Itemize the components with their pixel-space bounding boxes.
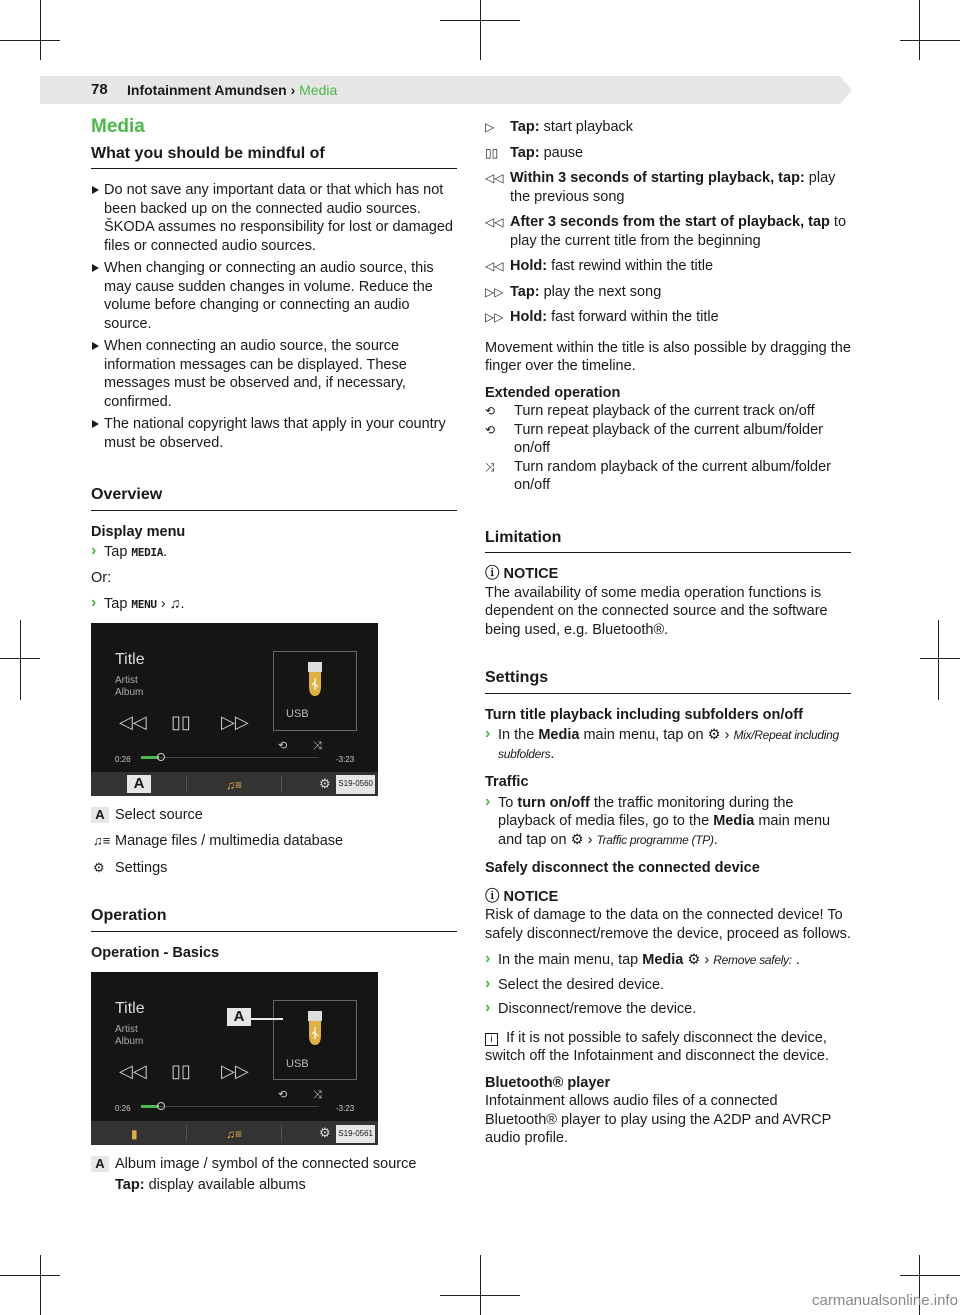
limitation-notice — [485, 565, 851, 639]
op-item — [485, 213, 851, 250]
media-screen-1 — [91, 623, 378, 796]
screen-artist: Artist — [115, 674, 138, 686]
gear-icon: ⚙ — [319, 1125, 331, 1140]
op-label: Tap: — [510, 283, 540, 300]
rewind-icon: ◁◁ — [485, 259, 504, 273]
op-text: pause — [543, 144, 584, 161]
op-item — [485, 283, 851, 302]
usb-small-icon: ▮ — [131, 1127, 138, 1141]
disconnect-heading: Safely disconnect the connected device — [485, 860, 760, 876]
notice-text: Risk of damage to the data on the connected device! To safely disconnect/remove the device, proceed as follows. — [485, 907, 851, 942]
media-label: Media — [538, 727, 580, 743]
disconnect-step-1: › In the main menu, tap Media ⚙ › Remove safely: . — [485, 951, 851, 970]
pause-icon: ▯▯ — [485, 145, 499, 160]
mindful-list — [91, 181, 457, 452]
music-list-icon: ♫≡ — [226, 777, 243, 792]
media-label: Media — [713, 813, 755, 829]
step-tap-menu: › Tap MENU › ♫. — [91, 595, 457, 615]
menu-path: Mix/Repeat including subfolders — [498, 728, 839, 761]
arrow-icon: › — [160, 596, 166, 612]
screen-title: Title — [115, 1000, 145, 1017]
menu-button-label: MENU — [131, 598, 157, 611]
step-text: main menu, tap on — [583, 727, 704, 743]
disconnect-step-3: › Disconnect/remove the device. — [485, 1000, 851, 1019]
step-bold: turn on/off — [517, 794, 590, 811]
shuffle-icon: ⤨ — [313, 1089, 322, 1101]
figure-code: S19-0561 — [336, 1125, 375, 1144]
settings-heading: Settings — [485, 669, 851, 694]
disconnect-notice — [485, 888, 851, 944]
info-icon: i — [485, 1033, 498, 1046]
op-item — [485, 144, 851, 163]
mindful-heading: What you should be mindful of — [91, 145, 457, 170]
notice-icon: ⓘ — [485, 566, 500, 582]
shuffle-icon: ⤨ — [313, 739, 322, 752]
gear-icon: ⚙ — [687, 952, 701, 968]
shuffle-icon: ⤨ — [485, 459, 495, 474]
screen-bottom-bar — [91, 1121, 378, 1145]
tap-label: Tap — [104, 544, 128, 560]
ext-text: Turn random playback of the current album/folder on/off — [514, 458, 832, 493]
op-label: Hold: — [510, 258, 548, 274]
list-item: When connecting an audio source, the source information messages can be displayed. These messages must be observed and, if necessary, confirmed. — [91, 337, 457, 411]
info-note — [485, 1029, 851, 1066]
movement-text: Movement within the title is also possible by dragging the finger over the timeline. — [485, 339, 851, 374]
tap-label: Tap — [104, 596, 128, 612]
menu-path: Traffic programme (TP) — [596, 832, 714, 847]
screen-artist: Artist — [115, 1024, 138, 1035]
screen-title: Title — [115, 650, 145, 668]
bt-text: Infotainment allows audio files of a connected Bluetooth® player to play using the A2DP and AVRCP audio profile. — [485, 1093, 832, 1146]
extended-heading: Extended operation — [485, 384, 621, 401]
op-label: Tap: — [510, 144, 540, 161]
display-menu-label: Display menu — [91, 523, 186, 540]
op-label: Tap: — [510, 119, 540, 135]
repeat-track-icon: ⟲ — [485, 404, 496, 418]
section-title: Media — [91, 116, 145, 137]
traffic-heading: Traffic — [485, 774, 529, 790]
page-number: 78 — [91, 81, 108, 98]
op-label: After 3 seconds from the start of playback, tap — [510, 214, 830, 230]
usb-label: USB — [286, 708, 309, 720]
ext-item — [485, 421, 851, 458]
op-text: fast rewind within the title — [551, 258, 714, 274]
subfolders-heading: Turn title playback including subfolders on/off — [485, 706, 803, 723]
op-item — [485, 257, 851, 276]
previous-icon: ◁◁ — [485, 171, 504, 185]
op-text: to play the current title from the beginning — [510, 214, 847, 249]
forward-icon: ▷▷ — [485, 310, 504, 324]
legend-manage-files — [91, 832, 457, 851]
usb-icon — [274, 652, 356, 712]
left-column — [91, 118, 457, 1194]
legend-text: Settings — [115, 859, 168, 876]
gear-icon: ⚙ — [93, 859, 105, 875]
timeline — [141, 1106, 319, 1107]
pause-icon: ▯▯ — [171, 711, 191, 732]
step-tap-media: › Tap MEDIA. — [91, 543, 457, 563]
op-label: Hold: — [510, 309, 548, 325]
watermark: carmanualsonline.info — [812, 1292, 958, 1309]
tap-label: Tap: — [115, 1176, 145, 1193]
step-text: To — [498, 794, 514, 811]
op-text: play the previous song — [510, 170, 836, 205]
traffic-step: › To turn on/off the traffic monitoring during the playback of media files, go to the Media main menu and tap on ⚙ › Traffic programme (TP). — [485, 794, 851, 850]
info-text: If it is not possible to safely disconnect the device, switch off the Infotainment and disconnect the device. — [485, 1029, 829, 1064]
op-text: start playback — [543, 119, 634, 135]
legend-album-image — [91, 1155, 457, 1174]
step-text: the traffic monitoring during the playback of media files, go to the — [498, 794, 794, 829]
notice-text: The availability of some media operation functions is dependent on the connected source and the software being used, e.g. Bluetooth®. — [485, 584, 828, 638]
callout-a: A — [127, 775, 151, 793]
gear-icon: ⚙ — [319, 775, 331, 791]
or-label: Or: — [91, 569, 112, 586]
breadcrumb-current: Media — [299, 82, 338, 98]
operation-heading: Operation — [91, 907, 457, 932]
overview-heading: Overview — [91, 486, 457, 511]
step-text: In the main menu, tap — [498, 952, 639, 968]
media-button-label: MEDIA — [131, 546, 164, 559]
ext-item — [485, 402, 851, 421]
next-icon: ▷▷ — [485, 284, 504, 299]
op-item — [485, 118, 851, 137]
play-icon: ▷ — [485, 120, 495, 134]
time-start: 0:26 — [115, 1104, 131, 1113]
screen-album: Album — [115, 686, 144, 698]
legend-select-source — [91, 806, 457, 825]
op-text: fast forward within the title — [551, 309, 719, 325]
figure-code: S19-0560 — [336, 775, 375, 794]
usb-source-tile — [273, 1000, 357, 1080]
op-text: play the next song — [543, 283, 662, 300]
music-list-icon: ♫≡ — [93, 833, 111, 848]
breadcrumb — [127, 82, 337, 98]
header-arrow — [840, 76, 852, 104]
timeline — [141, 757, 319, 758]
rewind-icon: ◁◁ — [119, 1061, 147, 1081]
step-text: main menu and tap on — [498, 813, 831, 848]
repeat-icon: ⟲ — [278, 739, 288, 752]
right-column — [485, 118, 851, 1148]
gear-icon: ⚙ — [570, 831, 584, 848]
op-item — [485, 308, 851, 327]
media-label: Media — [642, 952, 684, 968]
legend-text: Select source — [115, 806, 203, 823]
op-label: Within 3 seconds of starting playback, tap: — [510, 170, 805, 186]
time-end: -3:23 — [336, 1104, 355, 1113]
list-item: Do not save any important data or that which has not been backed up on the connected audio sources. ŠKODA assumes no responsibility for lost or damaged files or connected audio sources. — [91, 181, 457, 255]
step-text: In the — [498, 727, 535, 743]
repeat-album-icon: ⟲ — [485, 422, 496, 437]
legend-text: Manage files / multimedia database — [115, 833, 344, 849]
menu-path: Remove safely: — [713, 953, 792, 967]
legend-key: A — [91, 807, 109, 823]
rewind-icon: ◁◁ — [119, 711, 147, 732]
subfolders-step: › In the Media main menu, tap on ⚙ › Mix/Repeat including subfolders. — [485, 726, 851, 763]
timeline-handle — [157, 1102, 165, 1110]
breadcrumb-path: Infotainment Amundsen — [127, 82, 287, 98]
operation-basics-label: Operation - Basics — [91, 944, 220, 961]
time-start: 0:26 — [115, 754, 131, 764]
tap-text: display available albums — [148, 1176, 306, 1193]
list-item: The national copyright laws that apply in your country must be observed. — [91, 415, 457, 452]
notice-icon: ⓘ — [485, 888, 500, 905]
forward-icon: ▷▷ — [221, 711, 249, 732]
usb-label: USB — [286, 1057, 309, 1070]
ext-text: Turn repeat playback of the current album/folder on/off — [514, 421, 823, 456]
bt-heading: Bluetooth® player — [485, 1074, 611, 1091]
time-end: -3:23 — [336, 754, 355, 764]
timeline-handle — [157, 753, 165, 761]
callout-line — [251, 1018, 283, 1020]
notice-label: NOTICE — [503, 888, 559, 905]
media-screen-2 — [91, 972, 378, 1145]
usb-icon — [274, 1001, 356, 1061]
pause-icon: ▯▯ — [171, 1061, 191, 1081]
legend-settings — [91, 859, 457, 878]
notice-label: NOTICE — [503, 566, 559, 582]
previous-icon: ◁◁ — [485, 215, 504, 229]
screen-artist-album — [115, 1024, 143, 1048]
music-note-icon: ♫ — [169, 596, 181, 612]
screen-album: Album — [115, 1036, 144, 1047]
ext-text: Turn repeat playback of the current track on/off — [514, 403, 815, 419]
callout-a: A — [227, 1008, 251, 1026]
limitation-heading: Limitation — [485, 529, 851, 554]
list-item: When changing or connecting an audio source, this may cause sudden changes in volume. Reduce the volume before changing or connecting an audio source. — [91, 259, 457, 333]
legend-text: Album image / symbol of the connected source — [115, 1156, 417, 1172]
breadcrumb-separator: › — [286, 82, 300, 98]
screen-artist-album — [115, 675, 143, 699]
usb-source-tile — [273, 651, 357, 731]
legend-key: A — [91, 1156, 109, 1172]
disconnect-step-2: › Select the desired device. — [485, 976, 851, 995]
gear-icon: ⚙ — [707, 727, 721, 743]
op-item — [485, 169, 851, 206]
forward-icon: ▷▷ — [221, 1061, 249, 1081]
legend-album-tap — [91, 1176, 457, 1195]
ext-item — [485, 458, 851, 495]
repeat-icon: ⟲ — [278, 1089, 288, 1101]
music-list-icon: ♫≡ — [226, 1127, 243, 1141]
